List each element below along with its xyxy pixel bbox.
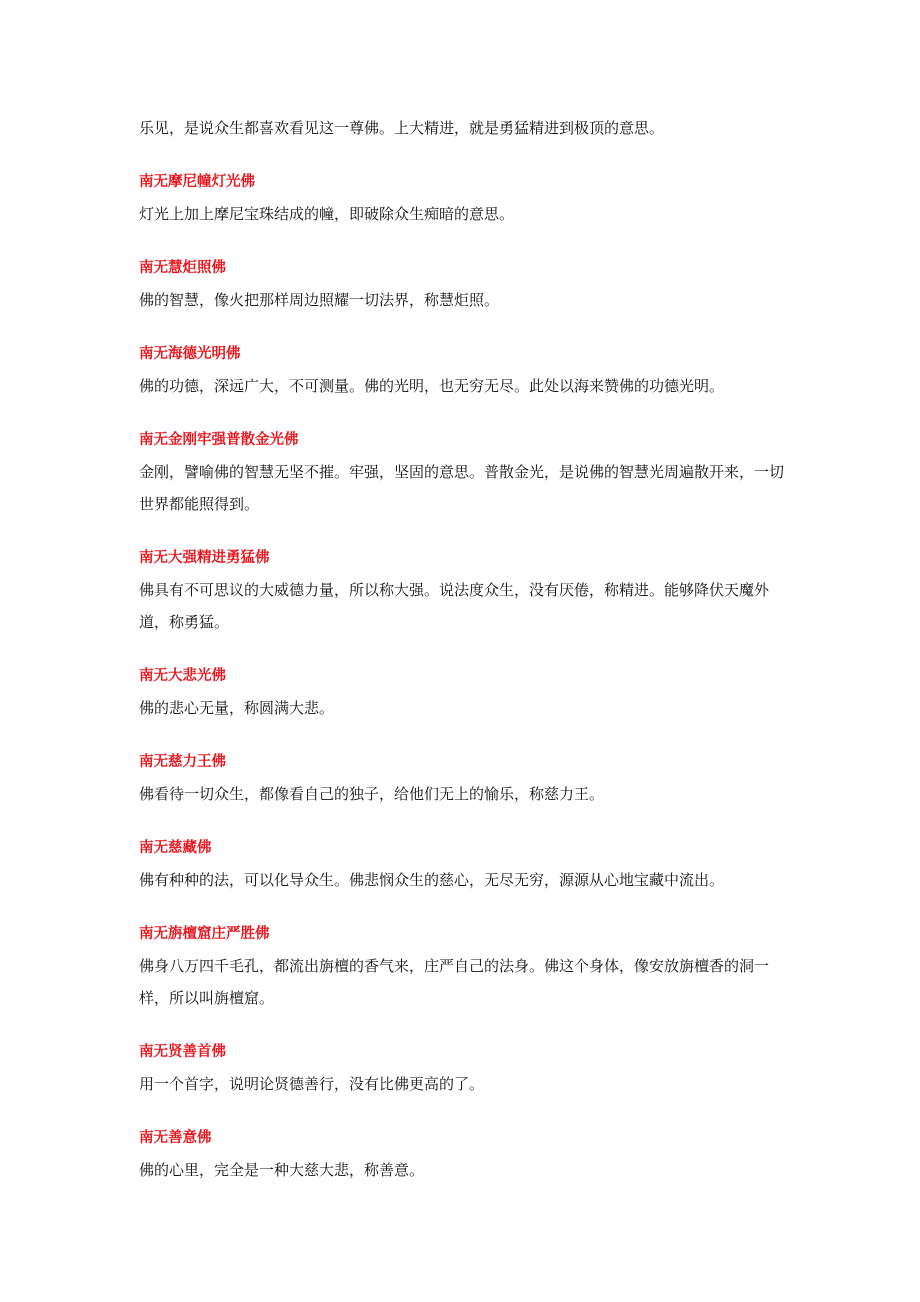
entry-3 bbox=[139, 424, 784, 520]
entry-text: 佛具有不可思议的大威德力量，所以称大强。说法度众生，没有厌倦，称精进。能够降伏天魔外道，称勇猛。 bbox=[139, 581, 770, 631]
entry-9 bbox=[139, 1036, 784, 1100]
entry-text: 灯光上加上摩尼宝珠结成的幢，即破除众生痴暗的意思。 bbox=[139, 205, 515, 223]
entry-title: 南无慈力王佛 bbox=[139, 754, 226, 770]
entry-text: 佛的智慧，像火把那样周边照耀一切法界，称慧炬照。 bbox=[139, 291, 500, 309]
entry-title: 南无大强精进勇猛佛 bbox=[139, 550, 270, 566]
entry-8 bbox=[139, 918, 784, 1014]
entry-title: 南无摩尼幢灯光佛 bbox=[139, 174, 255, 190]
intro-paragraph: 乐见，是说众生都喜欢看见这一尊佛。上大精进，就是勇猛精进到极顶的意思。 bbox=[139, 119, 665, 137]
entry-text: 佛看待一切众生，都像看自己的独子，给他们无上的愉乐，称慈力王。 bbox=[139, 785, 605, 803]
entry-6 bbox=[139, 746, 784, 810]
entry-title: 南无金刚牢强普散金光佛 bbox=[139, 432, 299, 448]
entry-2 bbox=[139, 338, 784, 402]
entry-text: 金刚，譬喻佛的智慧无坚不摧。牢强，坚固的意思。普散金光，是说佛的智慧光周遍散开来，一切世界都能照得到。 bbox=[139, 463, 785, 513]
entry-5 bbox=[139, 660, 784, 724]
entry-text: 佛的心里，完全是一种大慈大悲，称善意。 bbox=[139, 1161, 425, 1179]
entry-text: 佛身八万四千毛孔，都流出旃檀的香气来，庄严自己的法身。佛这个身体，像安放旃檀香的洞一样，所以叫旃檀窟。 bbox=[139, 957, 770, 1007]
entry-4 bbox=[139, 542, 784, 638]
entry-text: 用一个首字，说明论贤德善行，没有比佛更高的了。 bbox=[139, 1075, 485, 1093]
entry-title: 南无慧炬照佛 bbox=[139, 260, 226, 276]
entry-title: 南无贤善首佛 bbox=[139, 1044, 226, 1060]
entry-1 bbox=[139, 252, 784, 316]
entry-title: 南无海德光明佛 bbox=[139, 346, 241, 362]
entry-title: 南无大悲光佛 bbox=[139, 668, 226, 684]
entry-0 bbox=[139, 166, 784, 230]
entry-title: 南无慈藏佛 bbox=[139, 840, 212, 856]
entry-10 bbox=[139, 1122, 784, 1186]
entry-text: 佛的悲心无量，称圆满大悲。 bbox=[139, 699, 335, 717]
entry-text: 佛有种种的法，可以化导众生。佛悲悯众生的慈心，无尽无穷，源源从心地宝藏中流出。 bbox=[139, 871, 725, 889]
entry-title: 南无善意佛 bbox=[139, 1130, 212, 1146]
entry-text: 佛的功德，深远广大，不可测量。佛的光明，也无穷无尽。此处以海来赞佛的功德光明。 bbox=[139, 377, 725, 395]
entry-title: 南无旃檀窟庄严胜佛 bbox=[139, 926, 270, 942]
entry-7 bbox=[139, 832, 784, 896]
document-page bbox=[139, 112, 784, 1208]
